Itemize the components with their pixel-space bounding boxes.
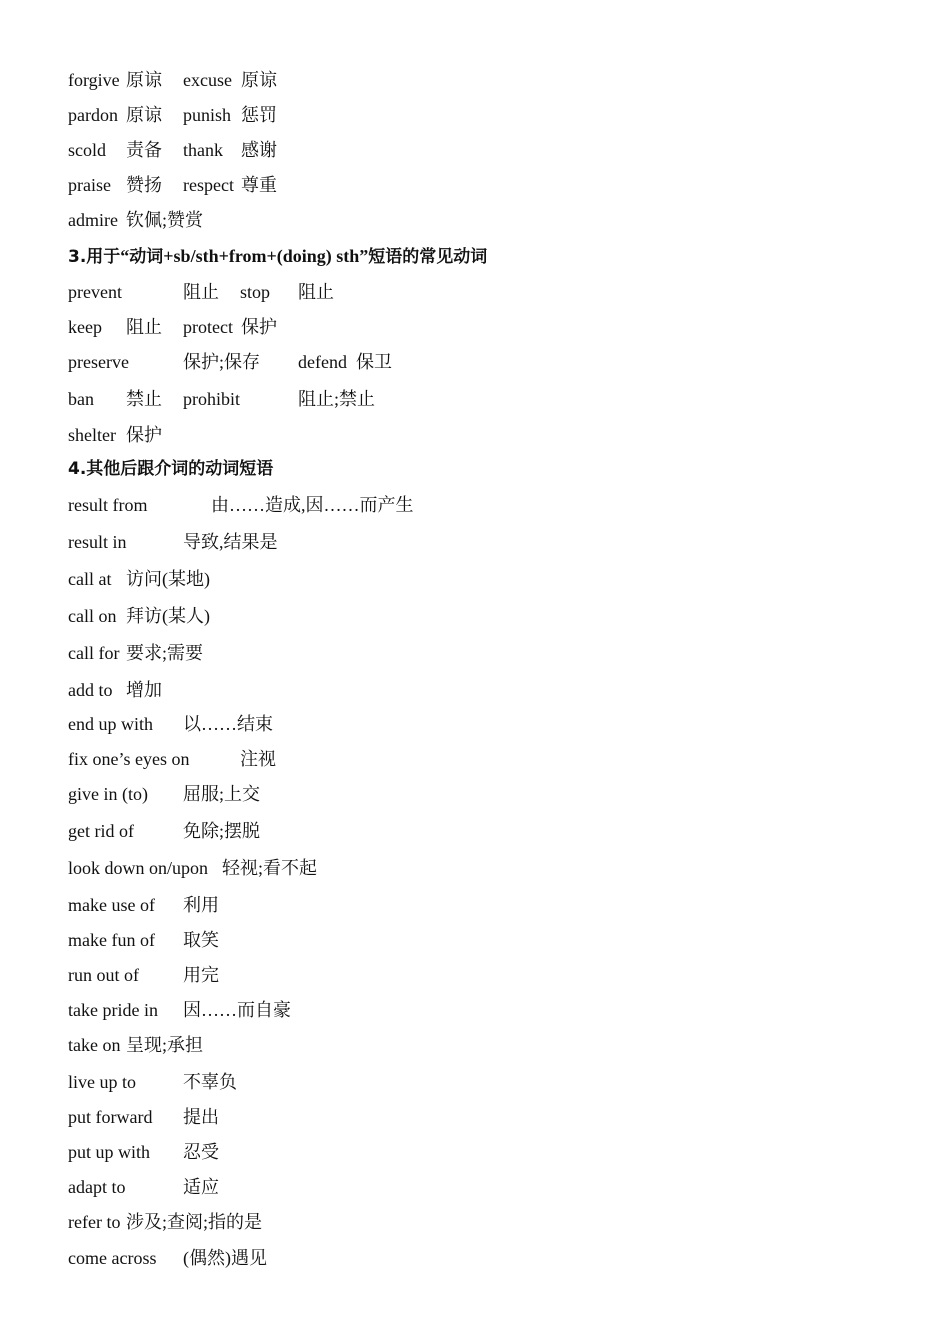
chinese-meaning: 提出 bbox=[183, 1107, 219, 1127]
english-phrase: adapt to bbox=[68, 1177, 126, 1197]
chinese-meaning: 因……而自豪 bbox=[183, 1000, 291, 1020]
chinese-meaning: 适应 bbox=[183, 1177, 219, 1197]
chinese-meaning: 钦佩;赞赏 bbox=[126, 210, 204, 230]
english-term: prevent bbox=[68, 282, 122, 302]
english-term: praise bbox=[68, 175, 111, 195]
heading-quote-open: “ bbox=[120, 246, 130, 266]
english-term: stop bbox=[240, 282, 271, 302]
chinese-meaning: 感谢 bbox=[241, 140, 277, 160]
chinese-meaning: 赞扬 bbox=[126, 175, 162, 195]
chinese-meaning: 免除;摆脱 bbox=[183, 821, 261, 841]
heading-number: 3. bbox=[68, 247, 87, 267]
english-phrase: result from bbox=[68, 495, 148, 515]
english-phrase: make use of bbox=[68, 895, 155, 915]
chinese-meaning: 导致,结果是 bbox=[183, 532, 278, 552]
english-phrase: come across bbox=[68, 1248, 157, 1268]
english-term: pardon bbox=[68, 105, 118, 125]
chinese-meaning: 惩罚 bbox=[241, 105, 277, 125]
english-term: scold bbox=[68, 140, 106, 160]
chinese-meaning: 屈服;上交 bbox=[183, 784, 261, 804]
chinese-meaning: 利用 bbox=[183, 895, 219, 915]
chinese-meaning: 用完 bbox=[183, 965, 219, 985]
english-phrase: make fun of bbox=[68, 930, 155, 950]
section-heading bbox=[68, 244, 487, 268]
heading-pattern-zh: 动词 bbox=[129, 247, 164, 267]
english-term: defend bbox=[298, 352, 347, 372]
chinese-meaning: 原谅 bbox=[126, 70, 162, 90]
heading-quote-close: ” bbox=[359, 246, 369, 266]
english-phrase: live up to bbox=[68, 1072, 136, 1092]
english-term: forgive bbox=[68, 70, 120, 90]
heading-text: 用于 bbox=[86, 247, 121, 267]
english-phrase: give in (to) bbox=[68, 784, 148, 804]
heading-text: 其他后跟介词的动词短语 bbox=[86, 459, 274, 479]
english-term: admire bbox=[68, 210, 118, 230]
chinese-meaning: (偶然)遇见 bbox=[183, 1248, 267, 1268]
chinese-meaning: 阻止 bbox=[126, 317, 162, 337]
chinese-meaning: 原谅 bbox=[241, 70, 277, 90]
chinese-meaning: 涉及;查阅;指的是 bbox=[126, 1212, 263, 1232]
english-phrase: run out of bbox=[68, 965, 139, 985]
english-phrase: add to bbox=[68, 680, 113, 700]
chinese-meaning: 访问(某地) bbox=[126, 569, 210, 589]
english-phrase: call on bbox=[68, 606, 117, 626]
english-phrase: refer to bbox=[68, 1212, 121, 1232]
english-term: keep bbox=[68, 317, 102, 337]
english-term: prohibit bbox=[183, 389, 240, 409]
chinese-meaning: 要求;需要 bbox=[126, 643, 204, 663]
chinese-meaning: 保护 bbox=[126, 425, 162, 445]
chinese-meaning: 以……结束 bbox=[183, 714, 273, 734]
chinese-meaning: 保护;保存 bbox=[183, 352, 261, 372]
english-term: respect bbox=[183, 175, 234, 195]
chinese-meaning: 原谅 bbox=[126, 105, 162, 125]
english-term: ban bbox=[68, 389, 94, 409]
english-phrase: take on bbox=[68, 1035, 121, 1055]
english-phrase: look down on/upon bbox=[68, 858, 209, 878]
chinese-meaning: 拜访(某人) bbox=[126, 606, 210, 626]
chinese-meaning: 阻止 bbox=[183, 282, 219, 302]
chinese-meaning: 由……造成,因……而产生 bbox=[211, 495, 414, 515]
english-phrase: call for bbox=[68, 643, 120, 663]
chinese-meaning: 保护 bbox=[241, 317, 277, 337]
section-heading bbox=[68, 457, 273, 481]
chinese-meaning: 忍受 bbox=[183, 1142, 219, 1162]
english-term: excuse bbox=[183, 70, 232, 90]
english-phrase: fix one’s eyes on bbox=[68, 749, 190, 769]
heading-text: 短语的常见动词 bbox=[368, 247, 488, 267]
english-term: punish bbox=[183, 105, 232, 125]
chinese-meaning: 注视 bbox=[240, 749, 276, 769]
chinese-meaning: 禁止 bbox=[126, 389, 162, 409]
chinese-meaning: 阻止 bbox=[298, 282, 334, 302]
english-phrase: get rid of bbox=[68, 821, 134, 841]
english-phrase: put up with bbox=[68, 1142, 151, 1162]
chinese-meaning: 呈现;承担 bbox=[126, 1035, 204, 1055]
heading-pattern-en: +sb/sth+from+(doing) sth bbox=[163, 246, 360, 266]
english-phrase: end up with bbox=[68, 714, 153, 734]
chinese-meaning: 保卫 bbox=[356, 352, 392, 372]
english-term: shelter bbox=[68, 425, 116, 445]
english-term: preserve bbox=[68, 352, 129, 372]
chinese-meaning: 取笑 bbox=[183, 930, 219, 950]
english-phrase: put forward bbox=[68, 1107, 153, 1127]
english-phrase: call at bbox=[68, 569, 112, 589]
chinese-meaning: 尊重 bbox=[241, 175, 277, 195]
heading-number: 4. bbox=[68, 459, 87, 479]
english-phrase: result in bbox=[68, 532, 127, 552]
chinese-meaning: 阻止;禁止 bbox=[298, 389, 376, 409]
english-phrase: take pride in bbox=[68, 1000, 158, 1020]
english-term: thank bbox=[183, 140, 223, 160]
chinese-meaning: 不辜负 bbox=[183, 1072, 237, 1092]
english-term: protect bbox=[183, 317, 233, 337]
chinese-meaning: 增加 bbox=[126, 680, 162, 700]
chinese-meaning: 轻视;看不起 bbox=[222, 858, 318, 878]
chinese-meaning: 责备 bbox=[126, 140, 162, 160]
